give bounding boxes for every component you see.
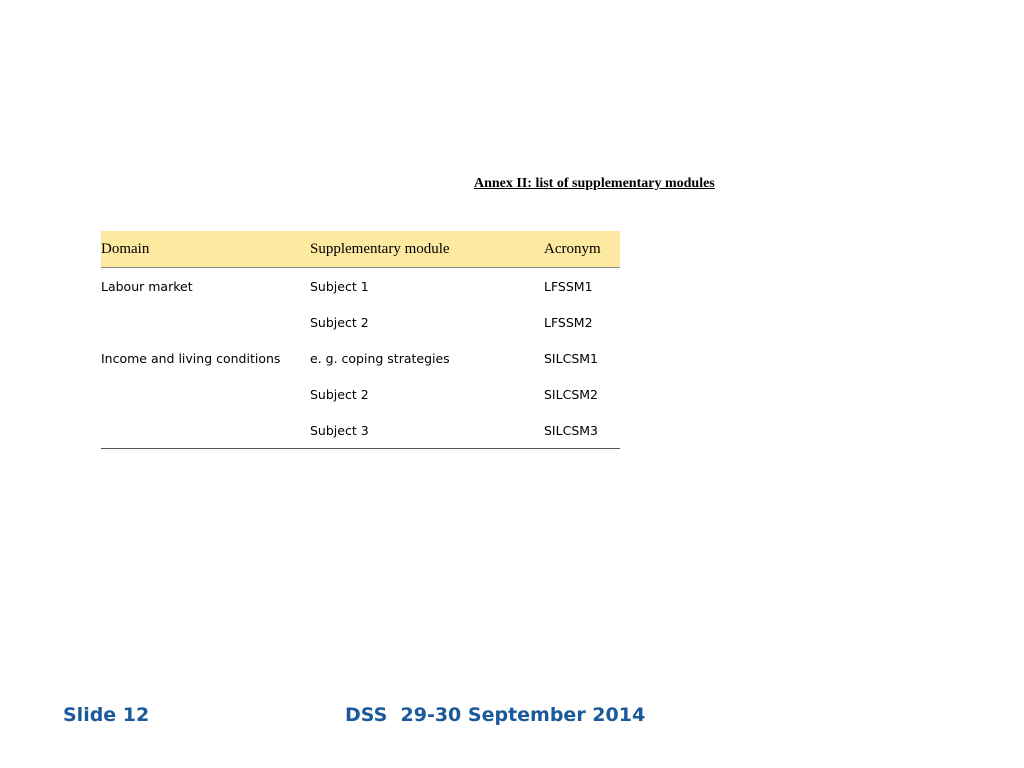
cell-acronym: SILCSM1 bbox=[544, 350, 598, 366]
cell-acronym: LFSSM2 bbox=[544, 314, 593, 330]
cell-module: Subject 3 bbox=[310, 412, 544, 449]
cell-acronym: SILCSM2 bbox=[544, 386, 598, 402]
table-row bbox=[101, 340, 620, 376]
table-row bbox=[101, 268, 620, 305]
footer-event-label: DSS 29-30 September 2014 bbox=[345, 704, 646, 726]
header-domain: Domain bbox=[101, 231, 310, 268]
cell-module: Subject 1 bbox=[310, 278, 369, 294]
cell-acronym: SILCSM3 bbox=[544, 412, 620, 449]
cell-module: Subject 2 bbox=[310, 314, 369, 330]
annex-title: Annex II: list of supplementary modules bbox=[474, 176, 715, 191]
header-acronym: Acronym bbox=[544, 231, 620, 268]
cell-module: e. g. coping strategies bbox=[310, 350, 450, 366]
cell-domain bbox=[101, 412, 310, 449]
table-row bbox=[101, 304, 620, 340]
cell-domain: Income and living conditions bbox=[101, 350, 281, 366]
cell-acronym: LFSSM1 bbox=[544, 278, 593, 294]
slide-number: Slide 12 bbox=[63, 704, 150, 726]
cell-domain bbox=[101, 304, 310, 340]
table-header-row bbox=[101, 231, 620, 268]
cell-module: Subject 2 bbox=[310, 386, 369, 402]
supplementary-modules-table bbox=[101, 231, 620, 449]
table-row bbox=[101, 376, 620, 412]
cell-domain: Labour market bbox=[101, 278, 193, 294]
table-row bbox=[101, 412, 620, 449]
cell-domain bbox=[101, 376, 310, 412]
header-supplementary-module: Supplementary module bbox=[310, 231, 544, 268]
